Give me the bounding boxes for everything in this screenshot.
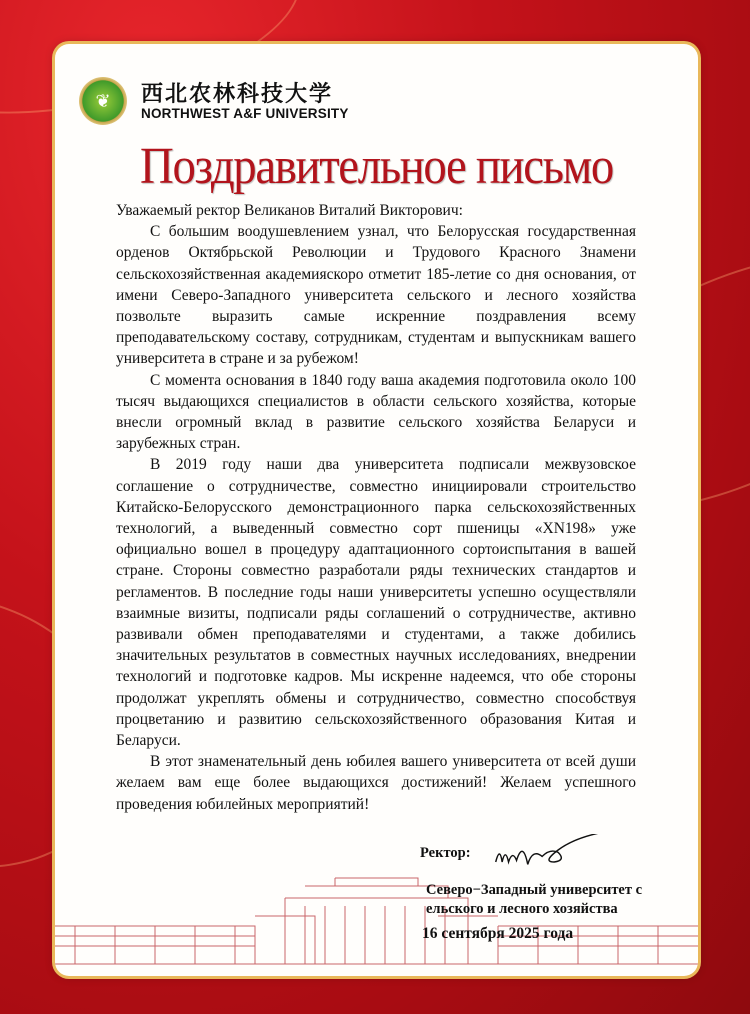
salutation: Уважаемый ректор Великанов Виталий Викторович: xyxy=(116,202,463,219)
signature-block xyxy=(420,839,643,943)
rector-label: Ректор: xyxy=(420,845,471,862)
organization-line-1: Северо−Западный университет с xyxy=(426,881,643,898)
letter-card xyxy=(55,44,698,976)
organization-line-2: ельского и лесного хозяйства xyxy=(426,900,618,917)
university-name-en: NORTHWEST A&F UNIVERSITY xyxy=(141,105,349,121)
letter-date: 16 сентября 2025 года xyxy=(422,924,574,942)
university-seal-icon: ❦ xyxy=(79,77,127,125)
letter-body xyxy=(116,200,636,815)
university-logo xyxy=(79,77,349,125)
paragraph: С момента основания в 1840 году ваша академия подготовила около 100 тысяч выдающихся специалистов в области сельского хозяйства, которые внесли огромный вклад в развитие сельского хозяйства Беларуси и зарубежных стран. xyxy=(116,371,636,453)
paragraph: В этот знаменательный день юбилея вашего университета от всей души желаем вам еще более выдающихся достижений! Желаем успешного проведения юбилейных мероприятий! xyxy=(116,753,636,813)
handwritten-signature xyxy=(475,834,636,874)
paragraph: С большим воодушевлением узнал, что Белорусская государственная орденов Октябрьской Революции и Трудового Красного Знамени сельскохозяйственная академияскоро отметит 185-летие со дня основания, от имени Северо-Западного университета сельского и лесного хозяйства позвольте выразить самые искренние поздравления всему преподавательскому составу, сотрудникам, студентам и выпускникам вашего университета в стране и за рубежом! xyxy=(116,223,636,368)
paragraph: В 2019 году наши два университета подписали межвузовское соглашение о сотрудничестве, совместно инициировали строительство Китайско-Белорусского демонстрационного парка сельскохозяйственных технологий, а выведенный совместно сорт пшеницы «XN198» уже официально вошел в процедуру адаптационного сортоиспытания в вашей стране. Стороны совместно разработали ряды технических стандартов и регламентов. В последние годы наши университеты успешно осуществляли взаимные визиты, подписали ряды соглашений о сотрудничестве, активно развивали обмен преподавателями и студентами, а также добились значительных результатов в совместных научных исследованиях, внедрении технологий и подготовке кадров. Мы искренне надеемся, что обе стороны продолжат укреплять обмены и сотрудничество, совместно способствуя процветанию и развитию сельскохозяйственного образования Китая и Беларуси. xyxy=(116,456,636,750)
university-name-cn: 西北农林科技大学 xyxy=(141,80,334,107)
letter-content xyxy=(116,200,643,943)
letter-title: Поздравительное письмо xyxy=(140,138,613,195)
